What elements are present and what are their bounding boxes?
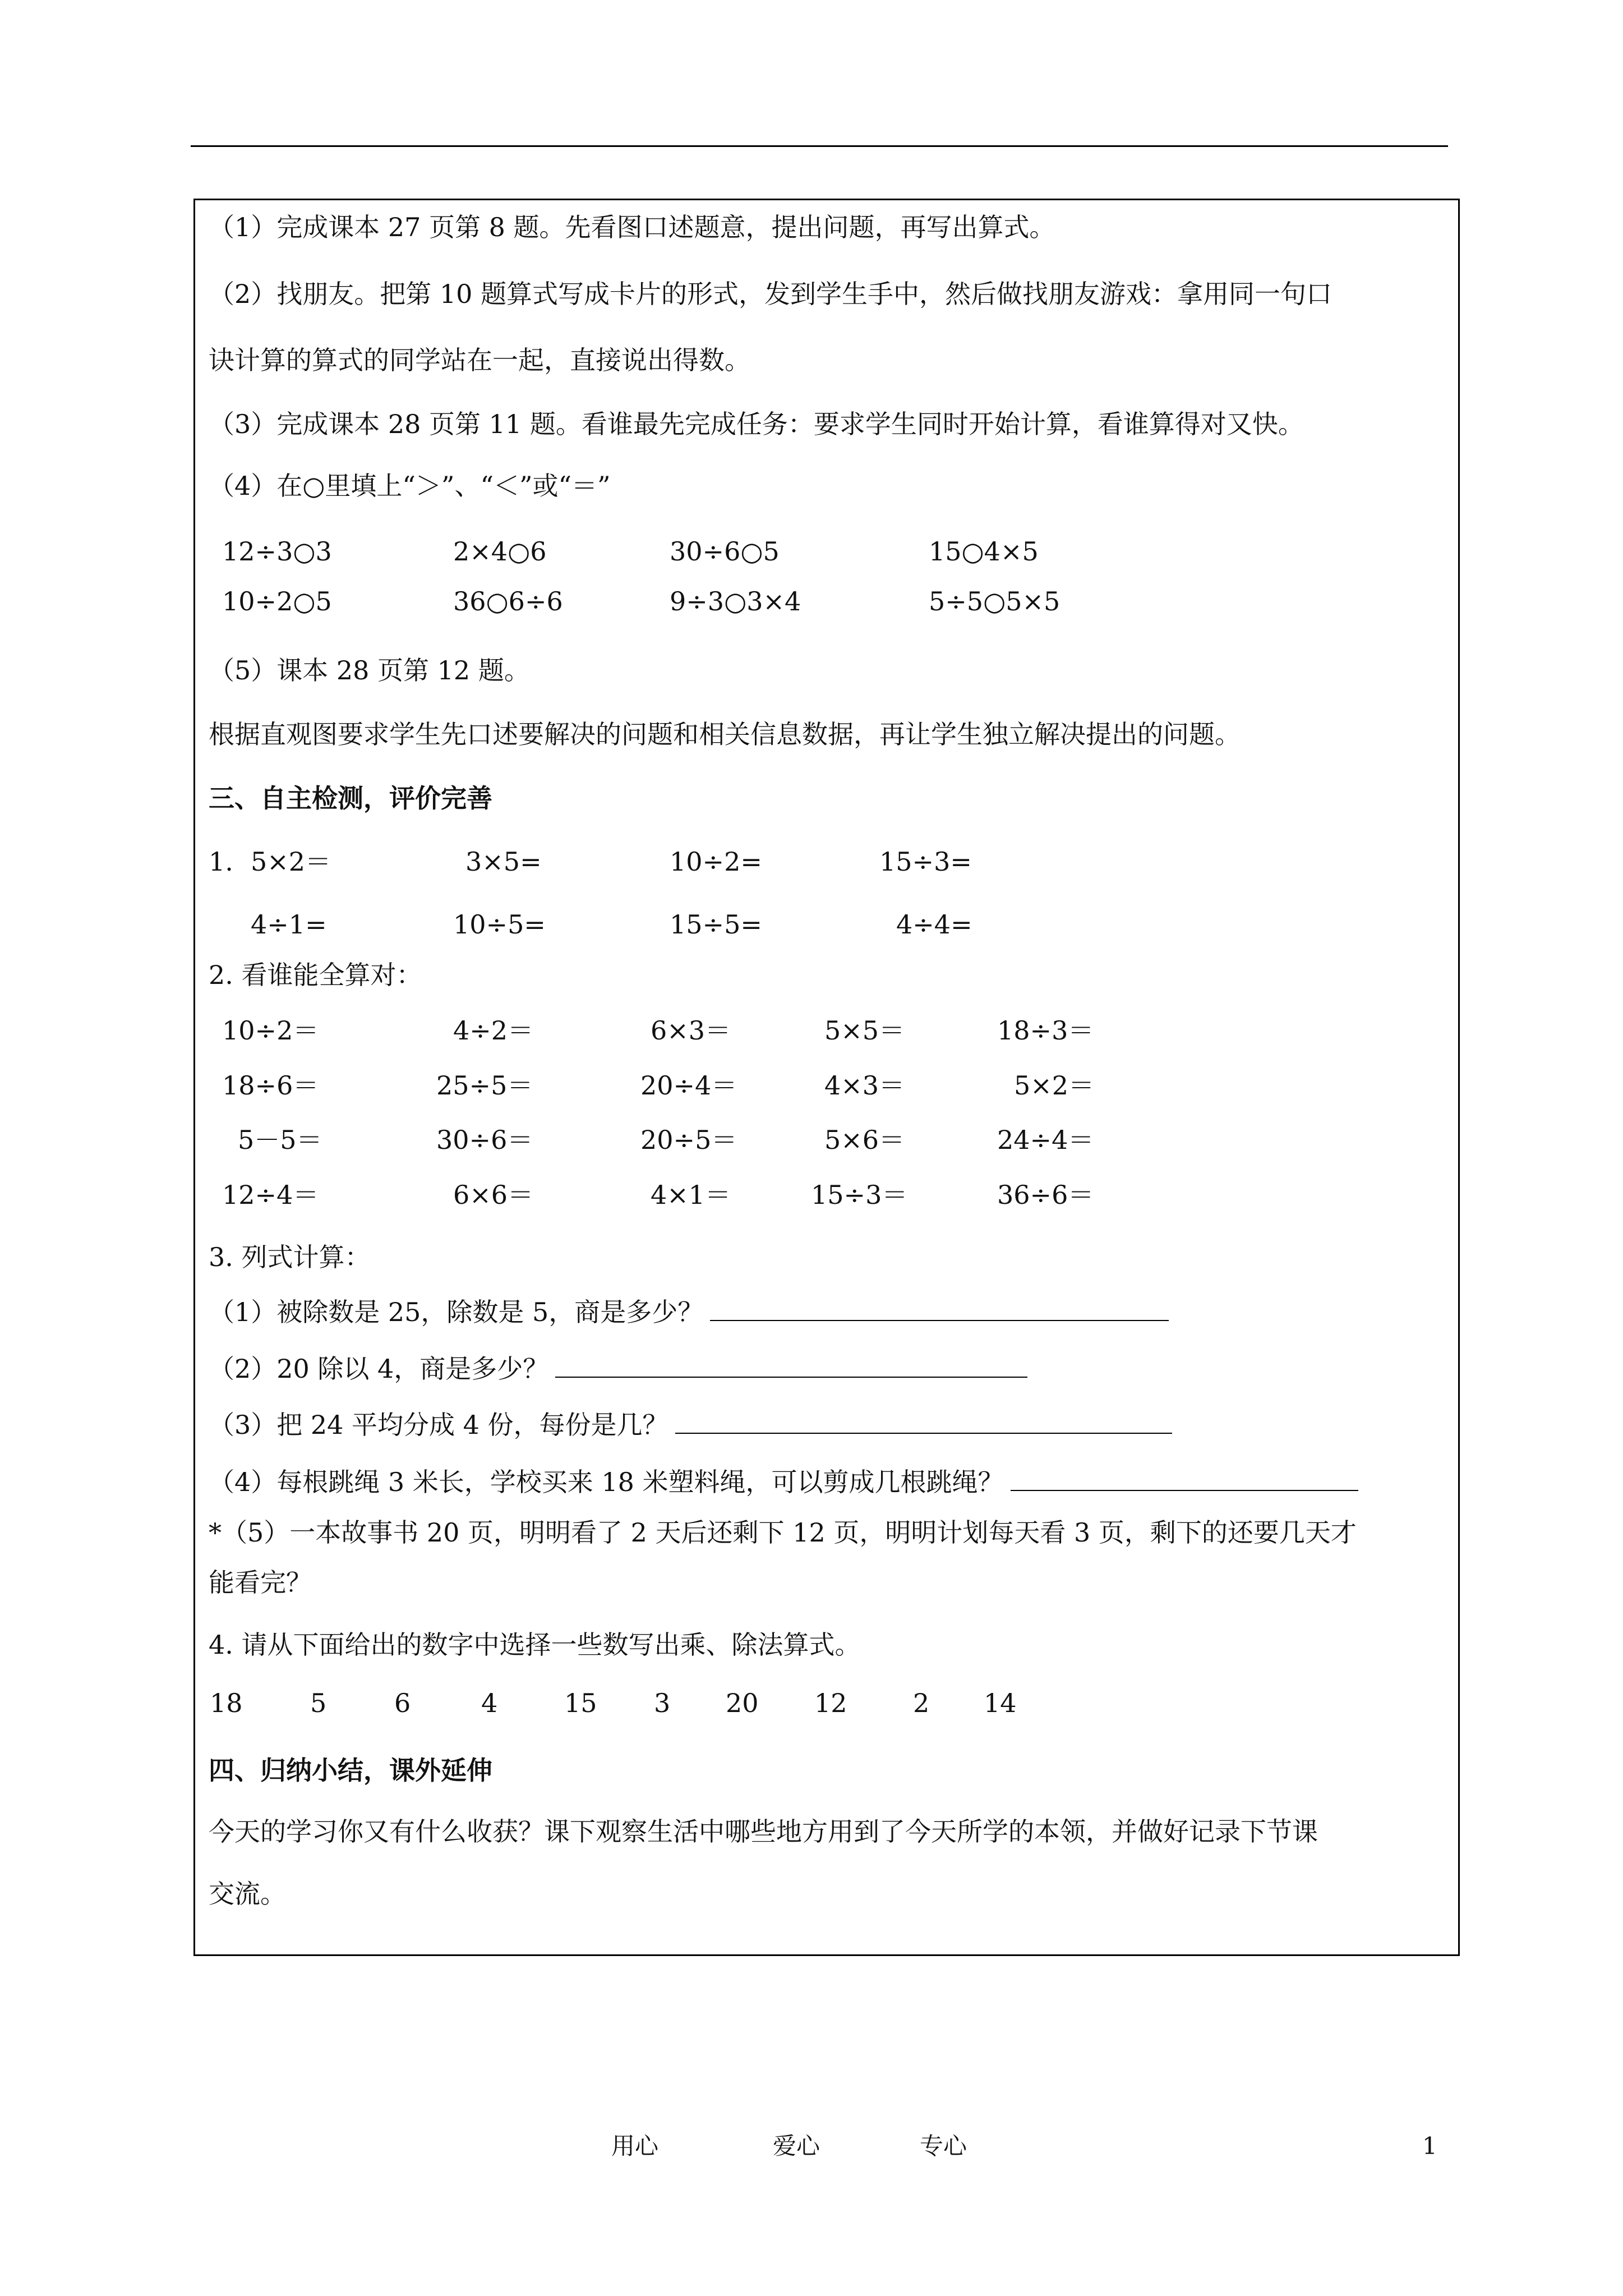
number-option: 20 — [726, 1688, 759, 1718]
number-option: 4 — [481, 1688, 498, 1718]
section-4-heading: 四、归纳小结，课外延伸 — [209, 1755, 492, 1786]
q2-item: 6×3＝ — [651, 1015, 731, 1046]
number-option: 5 — [310, 1688, 327, 1718]
compare-item: 36○6÷6 — [453, 586, 563, 616]
q3-item — [209, 1409, 1172, 1441]
q2-label: 2. 看谁能全算对： — [209, 960, 422, 990]
q2-item: 4÷2＝ — [453, 1015, 534, 1046]
q3-item-text: （3）把 24 平均分成 4 份，每份是几？ — [209, 1410, 668, 1440]
number-option: 18 — [210, 1688, 243, 1718]
section-3-heading: 三、自主检测，评价完善 — [209, 783, 492, 813]
q2-item: 18÷6＝ — [222, 1070, 319, 1101]
q2-item: 6×6＝ — [453, 1180, 534, 1210]
q2-item: 10÷2＝ — [222, 1015, 319, 1046]
q3-item-5-line2: 能看完？ — [209, 1567, 312, 1598]
activity-3: （3）完成课本 28 页第 11 题。看谁最先完成任务：要求学生同时开始计算，看谁算得对又快。 — [209, 409, 1304, 439]
q1-item: 10÷5= — [453, 909, 546, 940]
compare-item: 12÷3○3 — [222, 536, 332, 567]
answer-blank[interactable] — [675, 1411, 1172, 1434]
activity-1: （1）完成课本 27 页第 8 题。先看图口述题意，提出问题，再写出算式。 — [209, 212, 1055, 242]
q2-item: 4×3＝ — [824, 1070, 905, 1101]
compare-item: 30÷6○5 — [670, 536, 780, 567]
compare-item: 9÷3○3×4 — [670, 586, 801, 616]
q2-item: 18÷3＝ — [997, 1015, 1094, 1046]
activity-4: （4）在○里填上“＞”、“＜”或“＝” — [209, 471, 611, 501]
number-option: 3 — [654, 1688, 671, 1718]
compare-item: 5÷5○5×5 — [929, 586, 1061, 616]
q2-item: 5×6＝ — [824, 1125, 905, 1155]
number-option: 15 — [564, 1688, 597, 1718]
footer-word: 爱心 — [773, 2132, 820, 2160]
q1-item: 3×5= — [465, 846, 542, 877]
compare-item: 2×4○6 — [453, 536, 547, 567]
q2-item: 30÷6＝ — [436, 1125, 533, 1155]
q3-item — [209, 1466, 1358, 1498]
answer-blank[interactable] — [555, 1355, 1027, 1378]
q2-item: 25÷5＝ — [436, 1070, 533, 1101]
header-rule — [191, 145, 1448, 147]
q2-item: 20÷4＝ — [640, 1070, 737, 1101]
q1-label: 1. — [209, 846, 233, 877]
activity-2-line2: 诀计算的算式的同学站在一起，直接说出得数。 — [209, 345, 750, 375]
answer-blank[interactable] — [710, 1299, 1169, 1321]
summary-line1: 今天的学习你又有什么收获？课下观察生活中哪些地方用到了今天所学的本领，并做好记录下节课 — [209, 1816, 1318, 1847]
q1-item: 10÷2= — [670, 846, 762, 877]
footer-word: 专心 — [920, 2132, 967, 2160]
number-option: 14 — [984, 1688, 1017, 1718]
q3-label: 3. 列式计算： — [209, 1242, 371, 1272]
compare-item: 10÷2○5 — [222, 586, 332, 616]
q3-item-5-line1: *（5）一本故事书 20 页，明明看了 2 天后还剩下 12 页，明明计划每天看 3 页，剩下的还要几天才 — [209, 1517, 1357, 1548]
q3-item — [209, 1353, 1027, 1384]
q1-item: 5×2＝ — [251, 846, 331, 877]
q2-item: 5－5＝ — [238, 1125, 322, 1155]
footer-word: 用心 — [611, 2132, 659, 2160]
activity-5: （5）课本 28 页第 12 题。 — [209, 655, 530, 685]
q1-item: 4÷1= — [251, 909, 327, 940]
activity-note: 根据直观图要求学生先口述要解决的问题和相关信息数据，再让学生独立解决提出的问题。 — [209, 719, 1241, 749]
q3-item — [209, 1296, 1169, 1328]
q1-item: 15÷3= — [879, 846, 972, 877]
q2-item: 20÷5＝ — [640, 1125, 737, 1155]
number-option: 12 — [814, 1688, 847, 1718]
q2-item: 5×2＝ — [1014, 1070, 1095, 1101]
q2-item: 5×5＝ — [824, 1015, 905, 1046]
q2-item: 15÷3＝ — [811, 1180, 908, 1210]
number-option: 2 — [913, 1688, 930, 1718]
q2-item: 12÷4＝ — [222, 1180, 319, 1210]
q2-item: 4×1＝ — [651, 1180, 731, 1210]
activity-2-line1: （2）找朋友。把第 10 题算式写成卡片的形式，发到学生手中，然后做找朋友游戏：拿用同一句口 — [209, 279, 1332, 309]
number-option: 6 — [394, 1688, 411, 1718]
q2-item: 24÷4＝ — [997, 1125, 1094, 1155]
compare-item: 15○4×5 — [929, 536, 1039, 567]
q4-label: 4. 请从下面给出的数字中选择一些数写出乘、除法算式。 — [209, 1630, 861, 1660]
q1-item: 4÷4= — [896, 909, 972, 940]
answer-blank[interactable] — [1011, 1469, 1358, 1491]
q1-item: 15÷5= — [670, 909, 762, 940]
page-number: 1 — [1422, 2132, 1437, 2160]
summary-line2: 交流。 — [209, 1879, 286, 1909]
q3-item-text: （4）每根跳绳 3 米长，学校买来 18 米塑料绳，可以剪成几根跳绳？ — [209, 1467, 1004, 1497]
q3-item-text: （2）20 除以 4，商是多少？ — [209, 1354, 549, 1384]
q3-item-text: （1）被除数是 25，除数是 5，商是多少？ — [209, 1297, 704, 1327]
q2-item: 36÷6＝ — [997, 1180, 1094, 1210]
